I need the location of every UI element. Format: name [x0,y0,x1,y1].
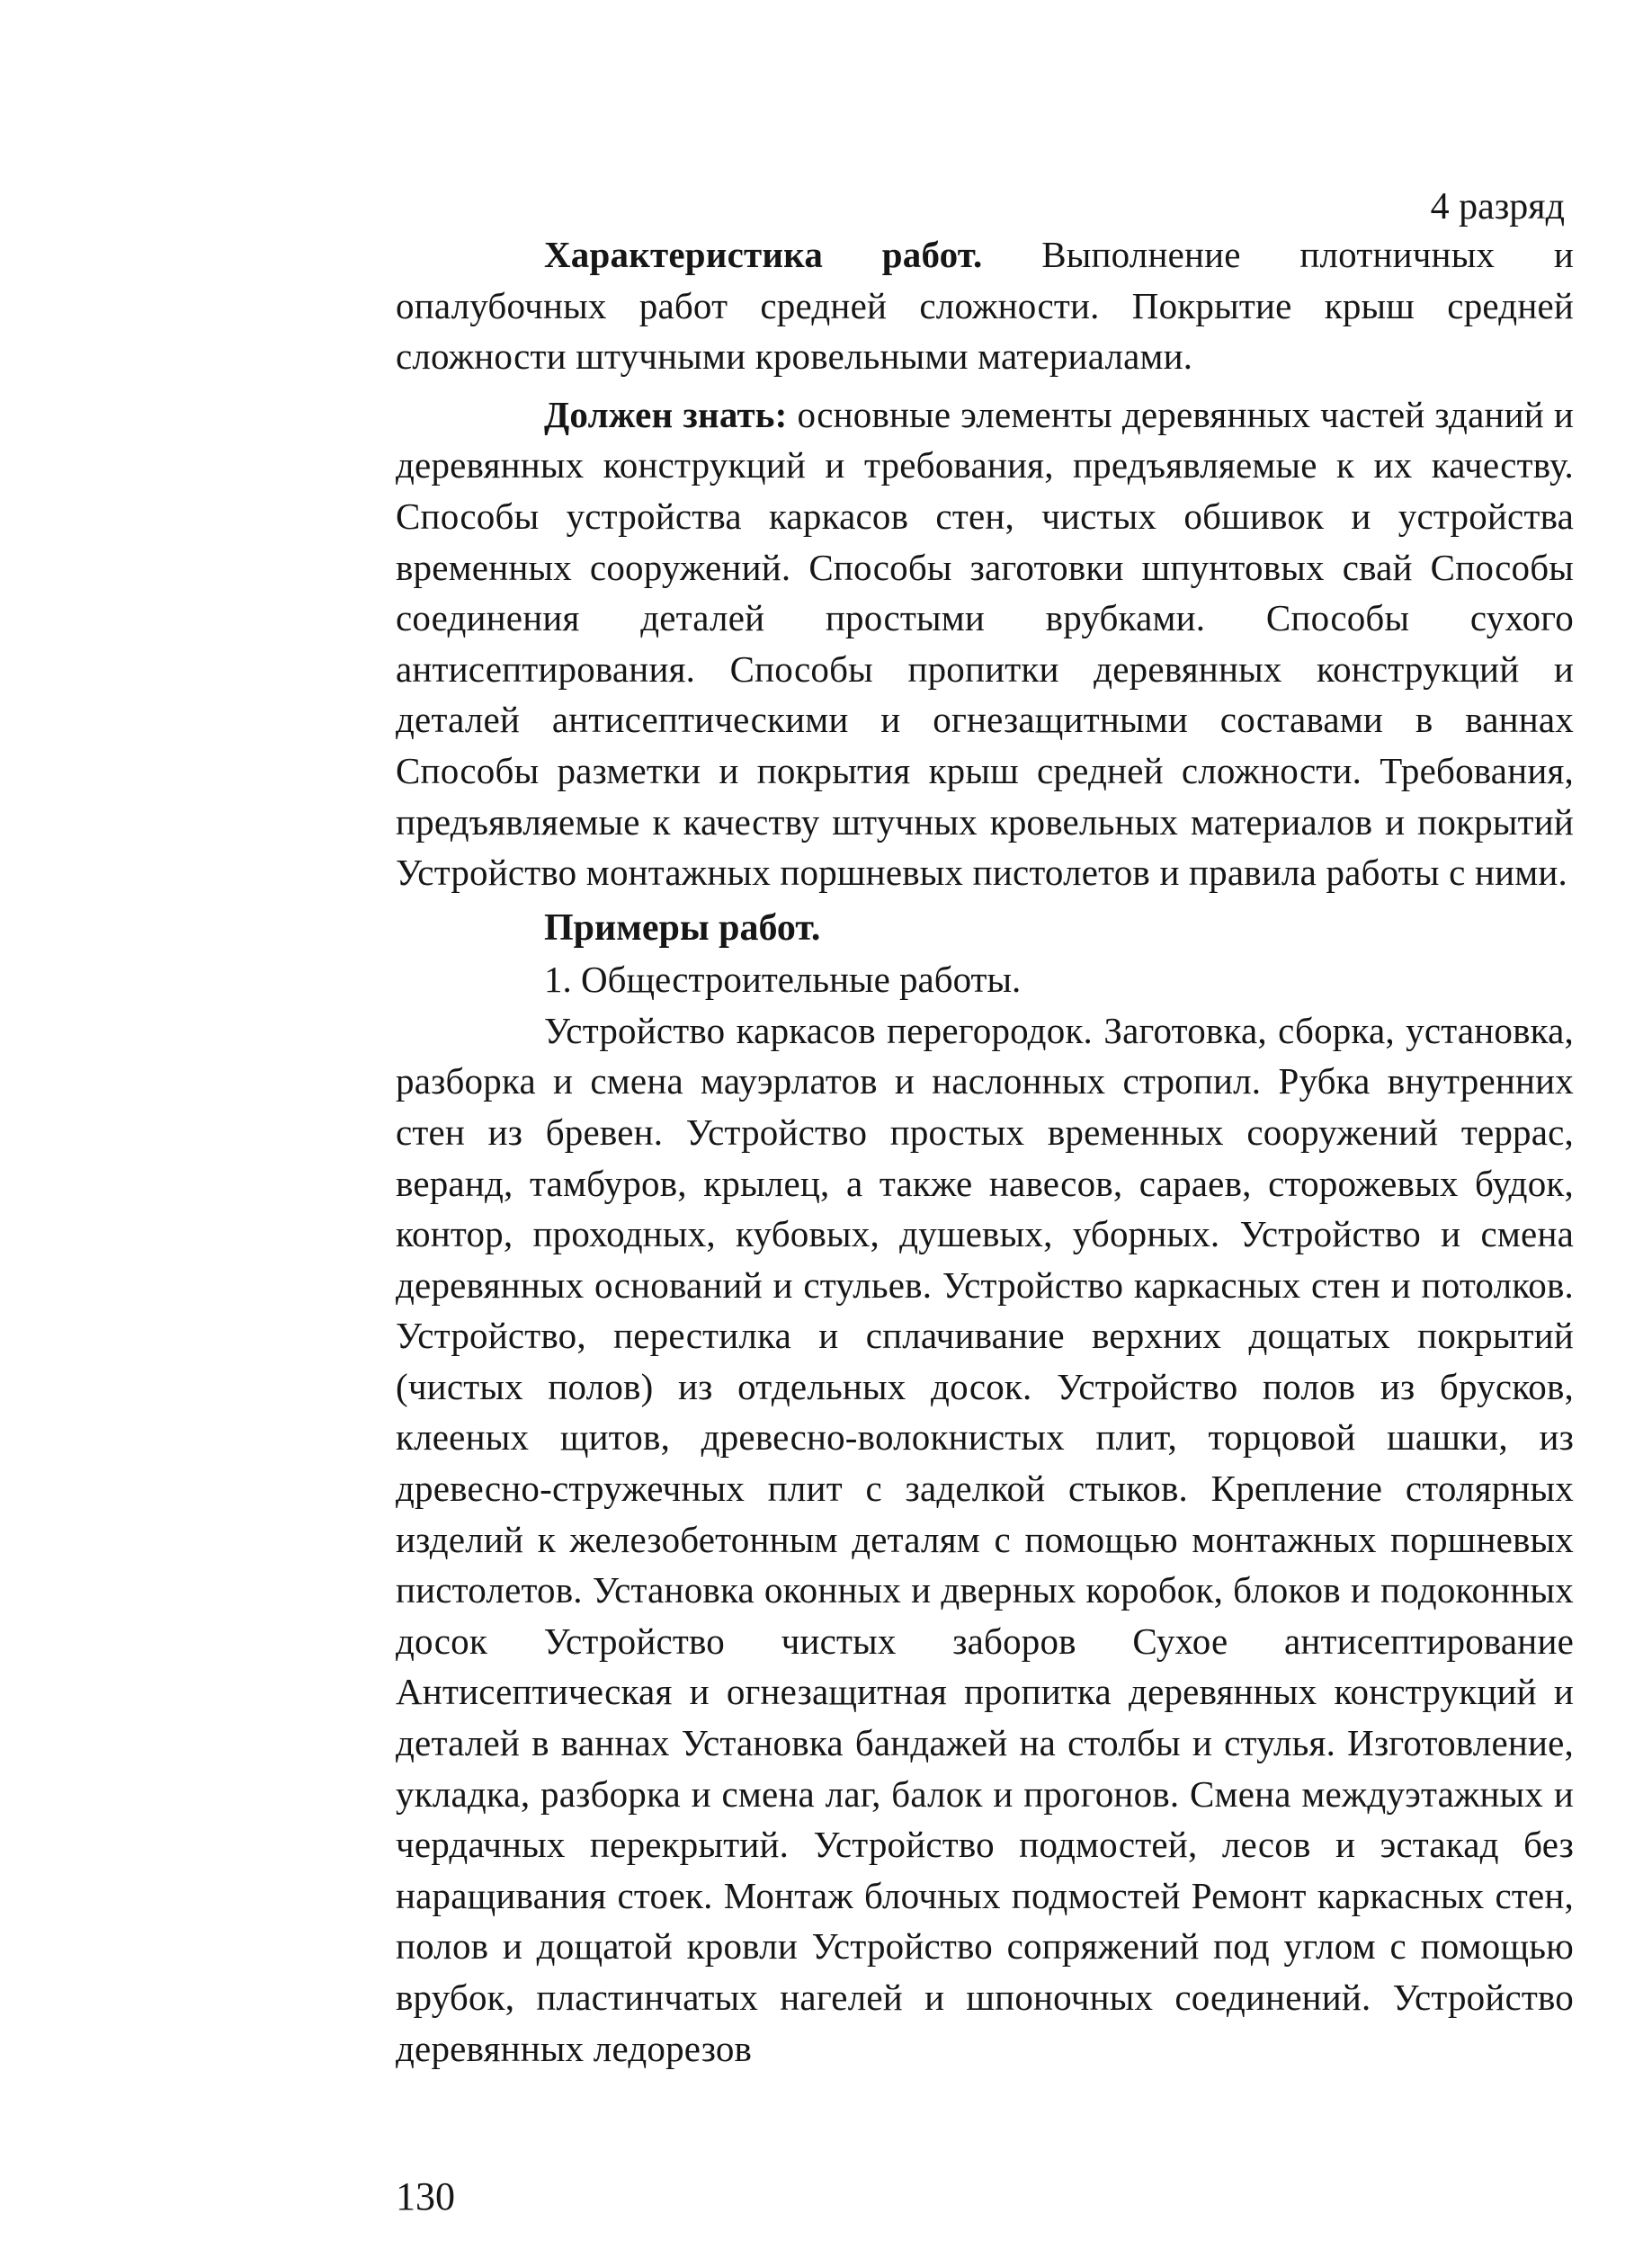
characteristics-text: Выполнение плотничных и опалубочных работ средней сложности. Покрытие крыш средней сложности штучными кровельными материалами. [396,234,1574,378]
must-know-heading: Должен знать: [544,393,788,435]
examples-title: Примеры работ. [544,906,821,949]
examples-paragraph: Устройство каркасов перегородок. Заготовка, сборка, установка, разборка и смена мауэрлатов и наслонных стропил. Рубка внутренних стен из бревен. Устройство простых временных сооружений террас, веранд, тамбуров, крылец, а также навесов, сараев, сторожевых будок, контор, проходных, кубовых, душевых, уборных. Устройство и смена деревянных оснований и стульев. Устройство каркасных стен и потолков. Устройство, перестилка и сплачивание верхних дощатых покрытий (чистых полов) из отдельных досок. Устройство полов из брусков, клееных щитов, древесно-волокнистых плит, торцовой шашки, из древесно-стружечных плит с заделкой стыков. Крепление столярных изделий к железобетонным деталям с помощью монтажных поршневых пистолетов. Установка оконных и дверных коробок, блоков и подоконных досок Устройство чистых заборов Сухое антисептирование Антисептическая и огнезащитная пропитка деревянных конструкций и деталей в ваннах Установка бандажей на столбы и стулья. Изготовление, укладка, разборка и смена лаг, балок и прогонов. Смена междуэтажных и чердачных перекрытий. Устройство подмостей, лесов и эстакад без наращивания стоек. Монтаж блочных подмостей Ремонт каркасных стен, полов и дощатой кровли Устройство сопряжений под углом с помощью врубок, пластинчатых нагелей и шпоночных соединений. Устройство деревянных ледорезов [396,1009,1574,2069]
must-know-text: основные элементы деревянных частей зданий и деревянных конструкций и требования, предъявляемые к их качеству. Способы устройства каркасов стен, чистых обшивок и устройства временных сооружений. Способы заготовки шпунтовых свай Способы соединения деталей простыми врубками. Способы сухого антисептирования. Способы пропитки деревянных конструкций и деталей антисептическими и огнезащитными составами в ваннах Способы разметки и покрытия крыш средней сложности. Требования, предъявляемые к качеству штучных кровельных материалов и покрытий Устройство монтажных поршневых пистолетов и правила работы с ними. [396,393,1575,894]
list-item-general-construction: 1. Общестроительные работы. [544,958,1022,1000]
page-number: 130 [396,2174,455,2218]
grade-label: 4 разряд [1430,186,1565,228]
document-page [396,184,1574,2074]
characteristics-heading: Характеристика работ. [544,234,983,275]
must-know-paragraph [396,389,1574,898]
characteristics-paragraph [396,229,1574,382]
